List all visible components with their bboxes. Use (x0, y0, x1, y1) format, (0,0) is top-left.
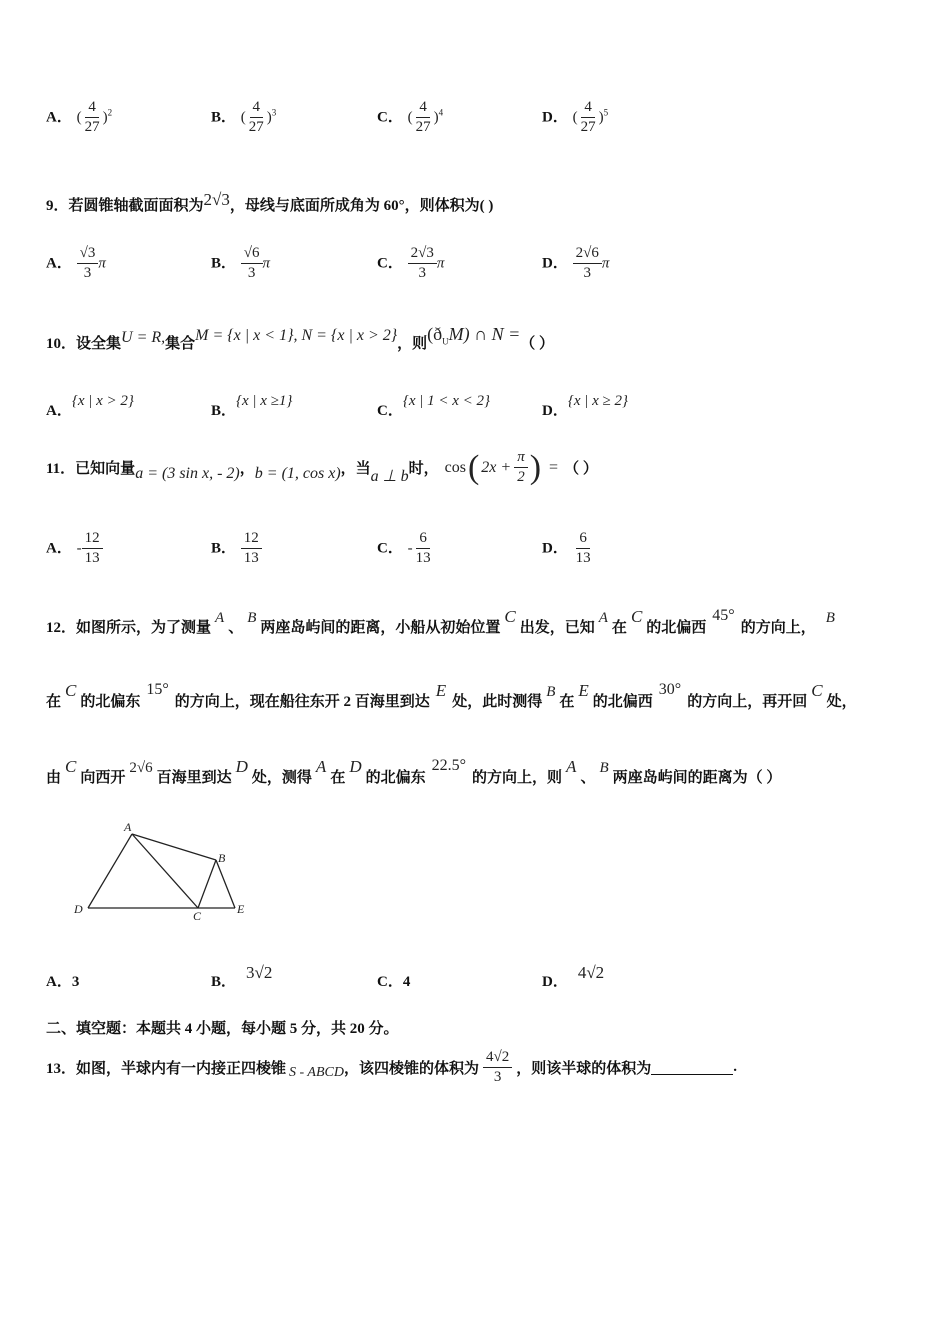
pi: π (436, 255, 445, 272)
q12-text: 由 (46, 770, 62, 786)
q11-text: 11．已知向量 (46, 461, 136, 477)
pi: π (98, 255, 106, 272)
q12-text: 处，测得 (251, 770, 312, 786)
q13-text: ，该四棱锥的体积为 (343, 1060, 479, 1077)
q12-text: 的方向上，现在船往东开 2 百海里到达 (174, 694, 430, 710)
q12-option-c (377, 970, 410, 991)
q11-option-c (377, 531, 434, 566)
q12-text: 的方向上，再开回 (687, 694, 808, 710)
q12-angle: 30° (658, 681, 682, 698)
q11-vector-b: b = (1, cos x) (254, 464, 341, 482)
option-label: D． (542, 403, 568, 419)
q12-point: C (65, 681, 77, 700)
q10-option-d (542, 389, 629, 419)
q12-text: 向西开 (80, 770, 126, 786)
frac-num: 12 (82, 531, 103, 549)
segment-be (216, 860, 235, 908)
frac-den: 3 (247, 265, 256, 281)
q11-stem: 11．已知向量 a = (3 sin x, - 2) ， b = (1, cos x) ，当 a ⊥ b 时， cos ( 2x + $\frac{\pi}{2}$ ) = （ ） (46, 448, 598, 486)
q13-text: ，则该半球的体积为 (516, 1060, 652, 1077)
frac-num: 4 (250, 100, 264, 118)
frac-num: 6 (416, 531, 430, 549)
q11-paren: （ ） (564, 461, 598, 477)
q10-sets: M = {x | x < 1}, N = {x | x > 2} (195, 327, 398, 344)
q12-text: 在 (611, 620, 627, 636)
q11-equals: = (549, 458, 559, 476)
frac-den: 27 (84, 119, 100, 135)
section-2-title: 二、填空题：本题共 4 小题，每小题 5 分，共 20 分。 (46, 1021, 399, 1037)
q13-text: 13．如图，半球内有一内接正四棱锥 (46, 1060, 287, 1077)
exponent: 5 (603, 107, 609, 118)
q11-option-b (211, 531, 262, 566)
frac-num: 4 (416, 100, 430, 118)
q13-stem (46, 1044, 737, 1090)
q11-text: ，当 (340, 461, 371, 477)
q10-universe: U = R, (121, 329, 166, 346)
option-value: {x | x > 2} (71, 393, 134, 409)
q11-inner: 2x + (481, 458, 512, 476)
q12-text: 两座岛屿间的距离为（ ） (612, 770, 782, 786)
q12-line-1 (46, 607, 835, 637)
option-label: A． (46, 540, 72, 557)
q12-line-3 (46, 757, 782, 787)
q12-text: 在 (330, 770, 346, 786)
q12-option-a (46, 970, 79, 991)
segment-bc (198, 860, 216, 908)
option-label: D． (542, 974, 568, 990)
q12-option-d (542, 962, 605, 990)
q12-point: B (599, 760, 609, 776)
frac-num: √6 (241, 246, 263, 264)
q12-text: 百海里到达 (156, 770, 232, 786)
label-b: B (218, 851, 226, 865)
q12-angle: 45° (712, 607, 735, 624)
q12-point: B (247, 610, 257, 626)
sign: - (76, 540, 82, 557)
q12-point: C (65, 757, 77, 776)
q12-point: E (578, 681, 589, 700)
frac-num: π (514, 450, 528, 468)
option-value: 4√2 (577, 963, 605, 982)
q9-option-c (377, 246, 444, 281)
q10-complement: (ð (427, 324, 443, 344)
option-label: A． (46, 403, 72, 419)
frac-den: 13 (84, 550, 100, 566)
q12-option-b (211, 962, 273, 990)
option-label: B． (211, 255, 237, 272)
option-value: {x | x ≥1} (236, 393, 293, 409)
q12-text: 的北偏东 (365, 770, 426, 786)
q11-option-d (542, 531, 594, 566)
q8-option-a: A． ( $\frac{4}{27}$ )$^2$ (46, 99, 113, 135)
option-value: 3 (71, 974, 80, 990)
q12-text: 在 (559, 694, 575, 710)
frac-den: 3 (83, 265, 92, 281)
option-label: B． (211, 109, 237, 126)
q9-option-b (211, 246, 270, 281)
frac-den: 3 (493, 1068, 502, 1085)
q10-text: 10．设全集 (46, 336, 122, 352)
sign: - (407, 540, 413, 557)
segment-ac (132, 834, 198, 908)
answer-blank[interactable] (651, 1060, 733, 1075)
option-label: A． (46, 974, 72, 990)
segment-da (88, 834, 132, 908)
q12-line-2 (46, 681, 857, 711)
pi: π (601, 255, 610, 272)
q10-expr: M) ∩ N = (448, 324, 521, 344)
q12-text: 两座岛屿间的距离，小船从初始位置 (260, 620, 501, 636)
frac-den: 27 (415, 119, 431, 135)
q12-text: 的方向上， (740, 620, 816, 636)
pi: π (262, 255, 271, 272)
option-label: C． (377, 403, 403, 419)
q9-stem (46, 190, 494, 215)
q12-point: A (215, 610, 225, 626)
option-value: {x | x ≥ 2} (567, 393, 629, 409)
option-label: D． (542, 540, 568, 557)
q12-text: 在 (46, 694, 62, 710)
q11-cos: cos (444, 458, 466, 476)
q12-text: 12．如图所示，为了测量 (46, 620, 212, 636)
q10-option-a (46, 389, 134, 419)
segment-ab (132, 834, 216, 860)
frac-den: 3 (583, 265, 591, 281)
q9-option-d (542, 246, 609, 281)
q10-option-c (377, 389, 491, 419)
q12-point: B (546, 684, 556, 700)
q13-text: . (733, 1058, 737, 1075)
option-value: {x | 1 < x < 2} (402, 393, 491, 409)
option-label: A． (46, 109, 72, 126)
option-label: D． (542, 255, 568, 272)
option-value: 4 (402, 974, 411, 990)
q12-point: E (435, 681, 447, 700)
q12-point: A (598, 610, 608, 626)
frac-num: 4 (581, 100, 595, 118)
q12-angle: 15° (146, 681, 169, 698)
label-c: C (193, 909, 202, 923)
exponent: 3 (271, 107, 277, 118)
option-label: D． (542, 109, 568, 126)
frac-den: 13 (415, 550, 431, 566)
q10-text: 集合 (165, 336, 196, 352)
q10-option-b (211, 389, 293, 419)
q12-figure (70, 816, 260, 926)
q13-pyramid: S - ABCD (289, 1065, 344, 1080)
q12-point: C (811, 681, 823, 700)
q12-text: 、 (580, 770, 596, 786)
frac-num: 2√3 (408, 246, 437, 264)
option-label: C． (377, 540, 403, 557)
frac-den: 27 (580, 119, 596, 135)
option-label: A． (46, 255, 72, 272)
option-label: C． (377, 109, 403, 126)
frac-num: 4 (85, 100, 99, 118)
q12-point: D (349, 757, 362, 776)
q12-text: 的北偏西 (646, 620, 707, 636)
q8-option-b: B． ( $\frac{4}{27}$ )$^3$ (211, 99, 277, 135)
q12-distance: 2√6 (129, 760, 153, 776)
q10-sub: U (442, 336, 449, 347)
q12-point: A (315, 757, 327, 776)
label-d: D (74, 902, 83, 916)
option-value: 3√2 (246, 963, 273, 982)
frac-num: 12 (241, 531, 262, 549)
frac-den: 27 (248, 119, 264, 135)
frac-num: 6 (576, 531, 590, 549)
q11-text: 时， (408, 461, 439, 477)
q12-point: C (630, 607, 643, 626)
option-label: B． (211, 540, 237, 557)
option-label: B． (211, 403, 237, 419)
q9-option-a (46, 246, 106, 281)
q12-text: 、 (228, 620, 244, 636)
q12-point: A (566, 757, 577, 776)
q12-point: C (504, 607, 516, 626)
option-label: C． (377, 255, 403, 272)
q8-option-d: D． ( $\frac{4}{27}$ )$^5$ (542, 99, 609, 135)
q12-text: 处，此时测得 (452, 694, 543, 710)
q11-perp: a ⊥ b (370, 467, 409, 485)
frac-den: 13 (243, 550, 259, 566)
option-label: B． (211, 974, 237, 990)
frac-den: 13 (575, 550, 591, 566)
q9-text: ，母线与底面所成角为 60°，则体积为( ) (229, 198, 494, 214)
q11-option-a (46, 531, 103, 566)
q12-text: 的方向上，则 (472, 770, 563, 786)
q11-text: ， (239, 461, 255, 477)
q9-area: 2√3 (203, 190, 230, 209)
q12-text: 的北偏东 (80, 694, 141, 710)
q10-stem (46, 324, 555, 355)
q12-text: 出发，已知 (519, 620, 595, 636)
exponent: 4 (438, 107, 444, 118)
q12-text: 的北偏西 (592, 694, 653, 710)
frac-num: 2√6 (573, 246, 602, 264)
q10-text: ，则 (397, 336, 428, 352)
q10-paren: （ ） (520, 336, 555, 352)
q9-text: 9．若圆锥轴截面面积为 (46, 198, 204, 214)
q12-point: D (235, 757, 248, 776)
frac-num: √3 (77, 246, 99, 264)
frac-den: 3 (418, 265, 426, 281)
q11-vector-a: a = (3 sin x, - 2) (135, 464, 240, 482)
q12-point: B (825, 610, 835, 626)
frac-den: 2 (517, 469, 525, 485)
q12-text: 处， (826, 694, 857, 710)
q8-option-c: C． ( $\frac{4}{27}$ )$^4$ (377, 99, 444, 135)
q12-angle: 22.5° (431, 757, 467, 774)
label-a: A (124, 820, 132, 834)
frac-num: 4√2 (483, 1050, 512, 1068)
exponent: 2 (107, 107, 113, 118)
label-e: E (237, 902, 245, 916)
option-label: C． (377, 974, 403, 990)
